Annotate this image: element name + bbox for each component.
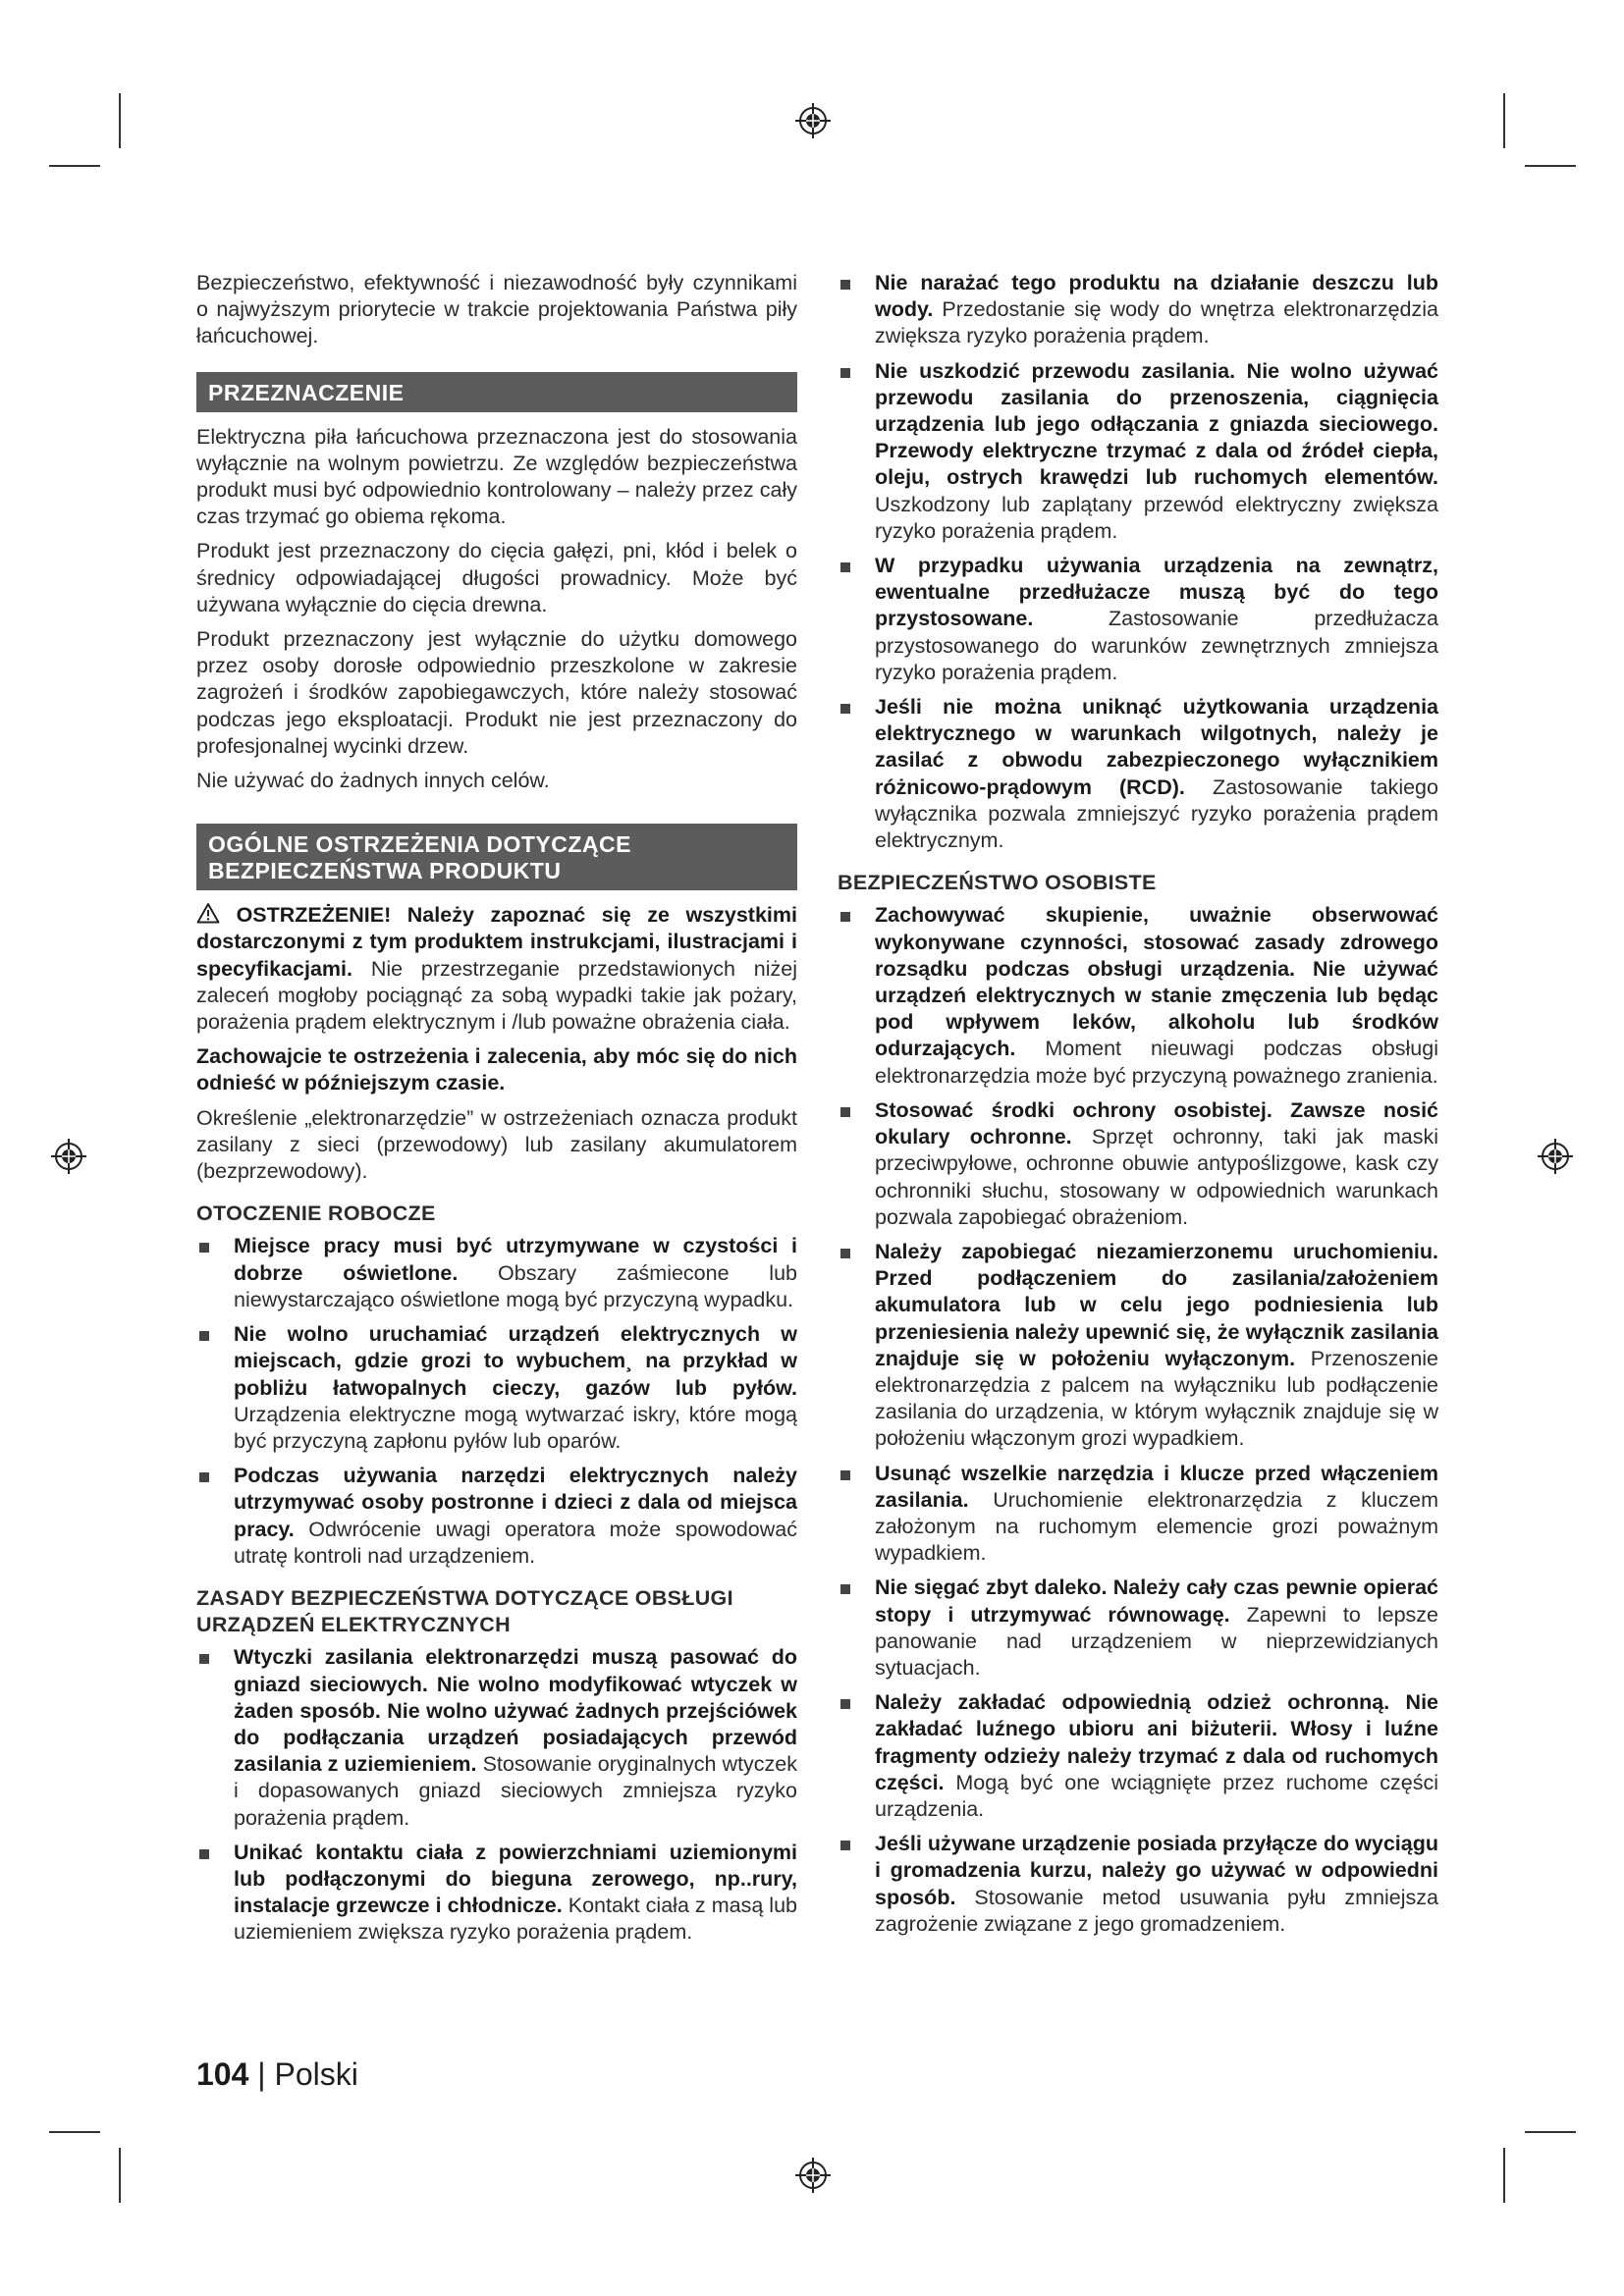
bullet-icon: [199, 1472, 209, 1482]
heading-line: BEZPIECZEŃSTWA PRODUKTU: [208, 858, 562, 884]
footer-separator: |: [257, 2056, 266, 2092]
paragraph: Nie używać do żadnych innych celów.: [196, 769, 550, 793]
bullet-icon: [840, 368, 850, 378]
bullet-icon: [840, 912, 850, 922]
subheading-electrical-safety: ZASADY BEZPIECZEŃSTWA DOTYCZĄCE OBSŁUGI URZĄDZEŃ ELEKTRYCZNYCH: [196, 1585, 733, 1637]
list-item: Jeśli nie można uniknąć użytkowania urządzenia elektrycznego w warunkach wilgotnych, należy je zasilać z obwodu zabezpieczonego wyłącznikiem różnicowo-prądowym (RCD). Zastosowanie takiego wyłącznika pozwala zmniejszyć ryzyko porażenia prądem elektrycznym.: [838, 694, 1438, 854]
keep-instructions: Zachowajcie te ostrzeżenia i zalecenia, aby móc się do nich odnieść w późniejszym czasie.: [196, 1044, 797, 1095]
list-item: Nie sięgać zbyt daleko. Należy cały czas pewnie opierać stopy i utrzymywać równowagę. Zapewni to lepsze panowanie nad urządzeniem w nieprzewidzianych sytuacjach.: [838, 1575, 1438, 1682]
paragraph: Elektryczna piła łańcuchowa przeznaczona jest do stosowania wyłącznie na wolnym powietrzu. Ze względów bezpieczeństwa produkt musi być odpowiednio kontrolowany – należy przez cały czas trzymać go obiema rękoma.: [196, 424, 797, 529]
bullet-icon: [199, 1331, 209, 1341]
crop-mark: [1525, 2131, 1576, 2133]
crop-mark: [49, 2131, 100, 2133]
page-number: 104: [196, 2056, 249, 2092]
list-item: Miejsce pracy musi być utrzymywane w czystości i dobrze oświetlone. Obszary zaśmiecone lub niewystarczająco oświetlone mogą być przyczyną wypadku.: [196, 1233, 797, 1313]
registration-target-icon: [51, 1139, 86, 1174]
subheading-work-area: OTOCZENIE ROBOCZE: [196, 1201, 436, 1226]
bullet-icon: [199, 1654, 209, 1664]
list-item: Należy zapobiegać niezamierzonemu uruchomieniu. Przed podłączeniem do zasilania/założeniem akumulatora lub w celu jego podniesienia lub przeniesienia należy upewnić się, że wyłącznik zasilania znajduje się w położeniu wyłączonym. Przenoszenie elektronarzędzia z palcem na wyłączniku lub podłączenie zasilania do urządzenia, w którym wyłącznik znajduje się w położeniu włączonym grozi wypadkiem.: [838, 1239, 1438, 1453]
list-item: W przypadku używania urządzenia na zewnątrz, ewentualne przedłużacze muszą być do tego przystosowane. Zastosowanie przedłużacza przystosowanego do warunków zewnętrznych zmniejsza ryzyko porażenia prądem.: [838, 553, 1438, 686]
warning-bold: OSTRZEŻENIE! Należy zapoznać się ze wszystkimi dostarczonymi z tym produktem instrukcjami, ilustracjami i specyfikacjami.: [196, 903, 797, 981]
right-column: [838, 270, 1438, 1946]
bullet-icon: [840, 562, 850, 572]
intro-paragraph: Bezpieczeństwo, efektywność i niezawodność były czynnikami o najwyższym priorytecie w trakcie projektowania Państwa piły łańcuchowej.: [196, 271, 797, 348]
list-item: Nie uszkodzić przewodu zasilania. Nie wolno używać przewodu zasilania do przenoszenia, ciągnięcia urządzenia lub jego odłączania z gniazda sieciowego. Przewody elektryczne trzymać z dala od źródeł ciepła, oleju, ostrych krawędzi lub ruchomych elementów. Uszkodzony lub zaplątany przewód elektryczny zwiększa ryzyko porażenia prądem.: [838, 358, 1438, 545]
crop-mark: [49, 165, 100, 167]
page-footer: [196, 2056, 358, 2093]
warning-text: Nie przestrzeganie przedstawionych niżej zaleceń mogłoby pociągnąć za sobą wypadki takie jak pożary, porażenia prądem elektrycznym i /lub poważne obrażenia ciała.: [196, 956, 797, 1035]
crop-mark: [119, 93, 121, 148]
left-column: [196, 270, 797, 1954]
list-item: Nie wolno uruchamiać urządzeń elektrycznych w miejscach, gdzie grozi to wybuchem¸ na przykład w pobliżu łatwopalnych cieczy, gazów lub pyłów. Urządzenia elektryczne mogą wytwarzać iskry, które mogą być przyczyną zapłonu pyłów lub oparów.: [196, 1321, 797, 1455]
registration-target-icon: [795, 2158, 831, 2193]
bullet-icon: [199, 1243, 209, 1253]
paragraph: Produkt jest przeznaczony do cięcia gałęzi, pni, kłód i belek o średnicy odpowiadającej długości prowadnicy. Może być używana wyłącznie do cięcia drewna.: [196, 539, 797, 616]
warning-paragraph: [196, 902, 797, 1036]
bullet-icon: [840, 1699, 850, 1709]
heading-line: OGÓLNE OSTRZEŻENIA DOTYCZĄCE: [208, 831, 631, 858]
crop-mark: [1503, 2148, 1505, 2203]
bullet-icon: [840, 1841, 850, 1850]
list-item: Zachowywać skupienie, uważnie obserwować wykonywane czynności, stosować zasady zdrowego rozsądku podczas obsługi urządzenia. Nie używać urządzeń elektrycznych w stanie zmęczenia lub będąc pod wpływem leków, alkoholu lub środków odurzających. Moment nieuwagi podczas obsługi elektronarzędzia może być przyczyną poważnego zranienia.: [838, 902, 1438, 1089]
crop-mark: [1503, 93, 1505, 148]
list-item: Wtyczki zasilania elektronarzędzi muszą pasować do gniazd sieciowych. Nie wolno modyfikować wtyczek w żaden sposób. Nie wolno używać żadnych przejściówek do podłączania urządzeń posiadających przewód zasilania z uziemieniem. Stosowanie oryginalnych wtyczek i dopasowanych gniazd sieciowych zmniejsza ryzyko porażenia prądem.: [196, 1644, 797, 1831]
crop-mark: [119, 2148, 121, 2203]
bullet-icon: [840, 1470, 850, 1480]
bullet-icon: [840, 1107, 850, 1117]
list-item: Nie narażać tego produktu na działanie deszczu lub wody. Przedostanie się wody do wnętrza elektronarzędzia zwiększa ryzyko porażenia prądem.: [838, 270, 1438, 350]
list-item: Unikać kontaktu ciała z powierzchniami uziemionymi lub podłączonymi do bieguna zerowego, np..rury, instalacje grzewcze i chłodnicze. Kontakt ciała z masą lub uziemieniem zwiększa ryzyko porażenia prądem.: [196, 1840, 797, 1947]
subheading-personal-safety: BEZPIECZEŃSTWO OSOBISTE: [838, 871, 1157, 895]
section-heading-intended-use: PRZEZNACZENIE: [196, 372, 797, 412]
list-item: Stosować środki ochrony osobistej. Zawsze nosić okulary ochronne. Sprzęt ochronny, taki jak maski przeciwpyłowe, ochronne obuwie antypoślizgowe, kask czy ochronniki słuchu, stosowany w odpowiednich warunkach pozwala zapobiegać obrażeniom.: [838, 1097, 1438, 1231]
bullet-icon: [199, 1849, 209, 1859]
bullet-icon: [840, 1584, 850, 1594]
warning-triangle-icon: [196, 902, 220, 924]
list-item: Usunąć wszelkie narzędzia i klucze przed włączeniem zasilania. Uruchomienie elektronarzędzia z kluczem założonym na ruchomym elemencie grozi poważnym wypadkiem.: [838, 1461, 1438, 1568]
list-item: Podczas używania narzędzi elektrycznych należy utrzymywać osoby postronne i dzieci z dala od miejsca pracy. Odwrócenie uwagi operatora może spowodować utratę kontroli nad urządzeniem.: [196, 1463, 797, 1570]
registration-target-icon: [1538, 1139, 1573, 1174]
crop-mark: [1525, 165, 1576, 167]
bullet-icon: [840, 280, 850, 290]
list-item: Jeśli używane urządzenie posiada przyłącze do wyciągu i gromadzenia kurzu, należy go używać w odpowiedni sposób. Stosowanie metod usuwania pyłu zmniejsza zagrożenie związane z jego gromadzeniem.: [838, 1831, 1438, 1938]
footer-language: Polski: [274, 2056, 358, 2092]
registration-target-icon: [795, 103, 831, 138]
bullet-icon: [840, 704, 850, 714]
paragraph: Produkt przeznaczony jest wyłącznie do użytku domowego przez osoby dorosłe odpowiednio przeszkolone w zakresie zagrożeń i środków zapobiegawczych, które należy stosować podczas jego eksploatacji. Produkt nie jest przeznaczony do profesjonalnej wycinki drzew.: [196, 627, 797, 758]
definition-paragraph: Określenie „elektronarzędzie” w ostrzeżeniach oznacza produkt zasilany z sieci (przewodowy) lub zasilany akumulatorem (bezprzewodowy).: [196, 1105, 797, 1184]
bullet-icon: [840, 1249, 850, 1258]
section-heading-general-warnings: [196, 824, 797, 890]
list-item: Należy zakładać odpowiednią odzież ochronną. Nie zakładać luźnego ubioru ani biżuterii. Włosy i luźne fragmenty odzieży należy trzymać z dala od ruchomych części. Mogą być one wciągnięte przez ruchome części urządzenia.: [838, 1689, 1438, 1823]
